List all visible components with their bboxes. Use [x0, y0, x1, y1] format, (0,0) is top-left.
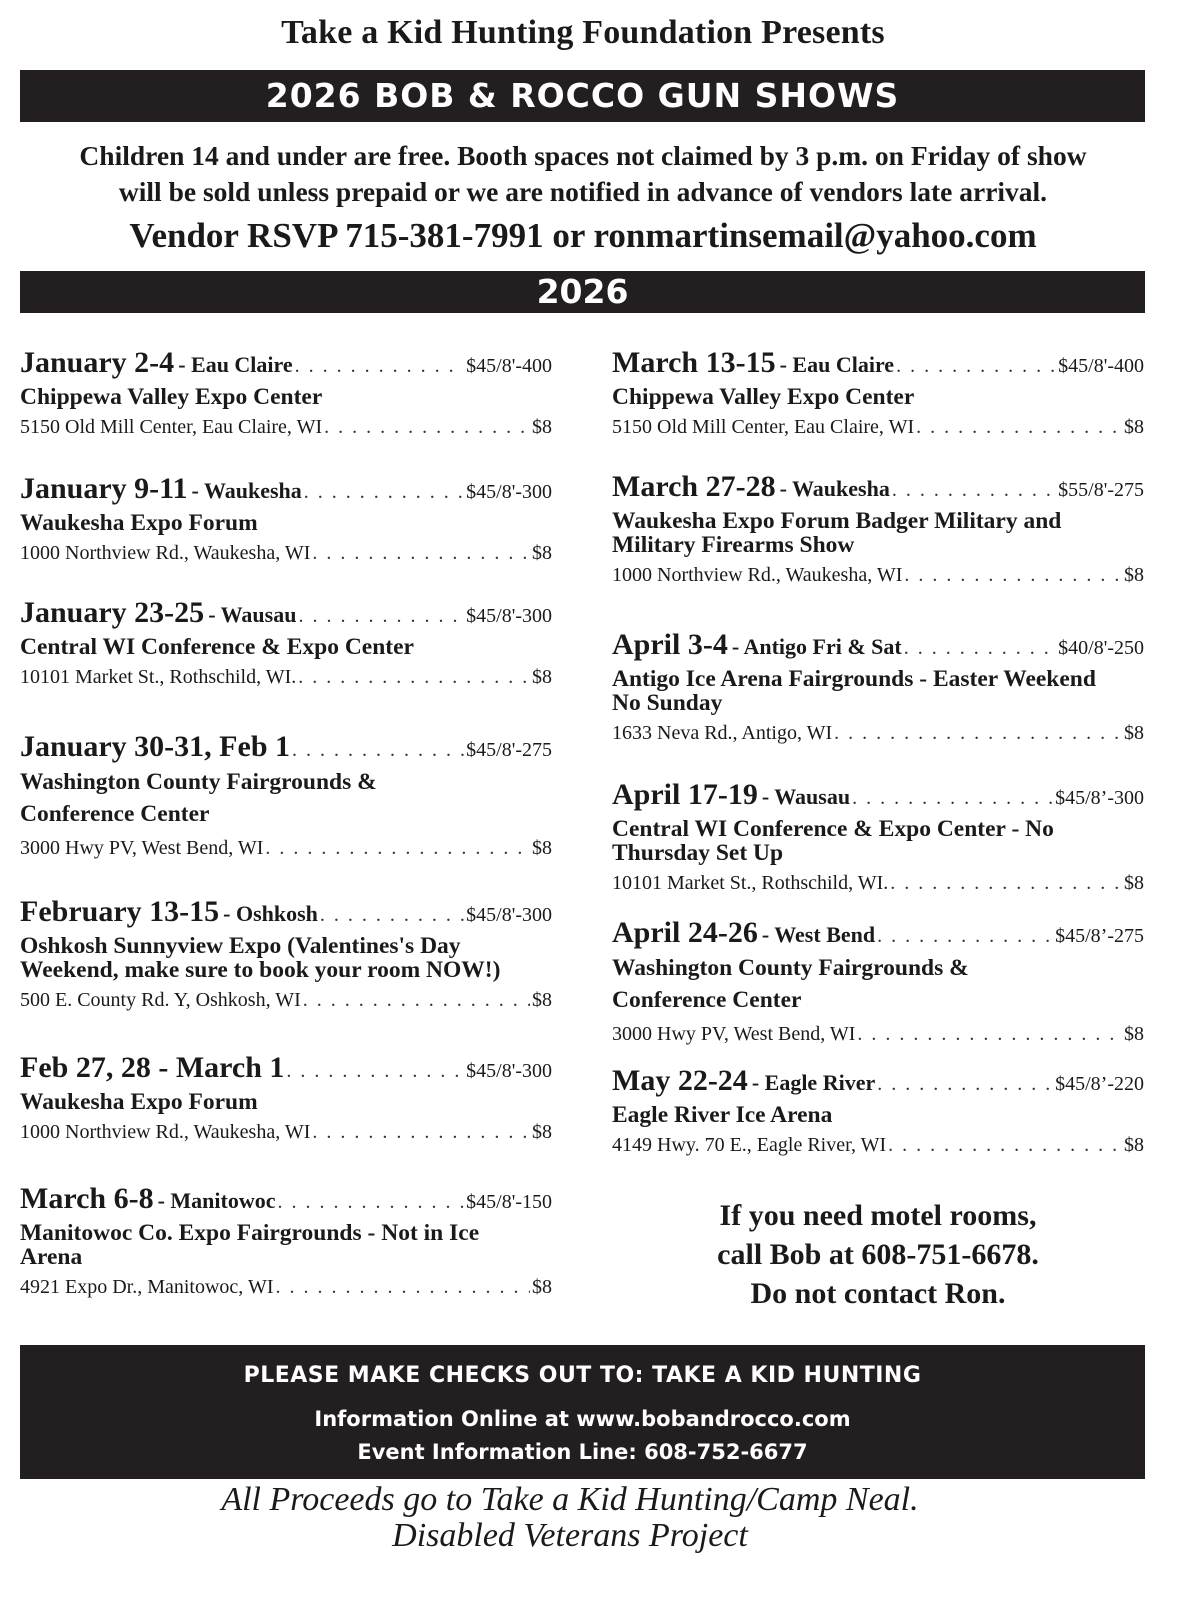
admission-fee: $8 [1124, 1134, 1144, 1156]
event-city: - Antigo Fri & Sat [731, 634, 902, 659]
event-address: 4149 Hwy. 70 E., Eagle River, WI [612, 1134, 887, 1156]
booth-price: $45/8'-300 [466, 1060, 552, 1082]
event-city: - Eau Claire [178, 352, 293, 377]
venue-line: Central WI Conference & Expo Center - No [612, 816, 1054, 842]
booth-price: $45/8’-300 [1055, 787, 1144, 809]
event-date: March 27-28 [612, 470, 776, 503]
event-listing [20, 346, 552, 441]
event-address: 10101 Market St., Rothschild, WI. [20, 666, 297, 688]
event-date: April 24-26 [612, 916, 758, 949]
venue-line: Washington County Fairgrounds & [612, 955, 969, 981]
dot-leader [904, 561, 1122, 589]
dot-leader [888, 1131, 1122, 1159]
event-date: February 13-15 [20, 895, 220, 928]
motel-line: If you need motel rooms, [719, 1199, 1037, 1232]
venue-line: Conference Center [612, 987, 802, 1013]
event-venue [612, 817, 1144, 865]
presenter-heading: Take a Kid Hunting Foundation Presents [281, 14, 885, 51]
year-heading: 2026 [536, 272, 629, 311]
event-date: May 22-24 [612, 1064, 748, 1097]
proceeds-note [0, 1482, 1140, 1554]
dot-leader [295, 355, 465, 378]
admission-fee: $8 [1124, 1023, 1144, 1045]
event-listing [20, 1182, 552, 1301]
event-listing [20, 1051, 552, 1146]
event-address: 3000 Hwy PV, West Bend, WI [20, 837, 264, 859]
dot-leader [896, 355, 1056, 378]
event-listing [612, 346, 1144, 441]
event-venue: Eagle River Ice Arena [612, 1102, 833, 1128]
intro-line: will be sold unless prepaid or we are notified in advance of vendors late arrival. [118, 176, 1048, 207]
venue-line: Military Firearms Show [612, 532, 855, 558]
event-date: April 3-4 [612, 628, 728, 661]
dot-leader [852, 787, 1053, 810]
booth-price: $55/8'-275 [1058, 479, 1144, 501]
event-address: 500 E. County Rd. Y, Oshkosh, WI [20, 989, 301, 1011]
dot-leader [320, 904, 464, 927]
event-listing [612, 470, 1144, 589]
admission-fee: $8 [532, 1276, 552, 1298]
event-venue [20, 1221, 552, 1269]
dot-leader [916, 413, 1122, 441]
venue-line: Oshkosh Sunnyview Expo (Valentines's Day [20, 933, 461, 959]
event-listing [612, 916, 1144, 1048]
venue-line: Waukesha Expo Forum Badger Military and [612, 508, 1062, 534]
event-date: March 6-8 [20, 1182, 154, 1215]
dot-leader [834, 719, 1122, 747]
venue-line: Manitowoc Co. Expo Fairgrounds - Not in Ice [20, 1220, 480, 1246]
dot-leader [298, 663, 530, 691]
vendor-rsvp: Vendor RSVP 715-381-7991 or ronmartinsemail@yahoo.com [129, 216, 1037, 255]
event-date: March 13-15 [612, 346, 776, 379]
event-listing [20, 596, 552, 691]
admission-fee: $8 [1124, 416, 1144, 438]
dot-leader [904, 637, 1056, 660]
event-venue [20, 934, 552, 982]
dot-leader [892, 479, 1056, 502]
event-date: January 2-4 [20, 346, 175, 379]
dot-leader [890, 869, 1122, 897]
booth-price: $45/8'-150 [466, 1191, 552, 1213]
event-venue: Central WI Conference & Expo Center [20, 634, 414, 660]
dot-leader [324, 413, 530, 441]
page-title-bar [20, 70, 1145, 122]
booth-price: $45/8'-400 [1058, 355, 1144, 377]
event-city: - Eagle River [751, 1070, 876, 1095]
admission-fee: $8 [532, 1121, 552, 1143]
event-city: - West Bend [761, 922, 876, 947]
booth-price: $45/8'-300 [466, 605, 552, 627]
dot-leader [877, 1073, 1053, 1096]
year-bar [20, 271, 1145, 313]
intro-line: Children 14 and under are free. Booth spaces not claimed by 3 p.m. on Friday of show [79, 140, 1087, 171]
event-city: - Wausau [761, 784, 851, 809]
dot-leader [312, 1118, 530, 1146]
dot-leader [292, 739, 464, 762]
admission-fee: $8 [532, 666, 552, 688]
event-city: - Oshkosh [223, 901, 318, 926]
admission-fee: $8 [1124, 564, 1144, 586]
event-date: January 9-11 [20, 472, 188, 505]
dot-leader [298, 605, 464, 628]
event-venue: Waukesha Expo Forum [20, 510, 258, 536]
event-info-line: Event Information Line: 608-752-6677 [357, 1440, 808, 1464]
admission-fee: $8 [532, 989, 552, 1011]
booth-price: $45/8’-275 [1055, 925, 1144, 947]
venue-line: Weekend, make sure to book your room NOW!) [20, 957, 501, 983]
admission-fee: $8 [532, 416, 552, 438]
motel-notice [612, 1196, 1144, 1313]
dot-leader [276, 1273, 531, 1301]
event-city: - Eau Claire [779, 352, 895, 377]
event-venue [20, 766, 552, 830]
dot-leader [286, 1060, 464, 1083]
intro-text [0, 138, 1166, 210]
dot-leader [265, 834, 530, 862]
event-listing [612, 778, 1144, 897]
event-date: Feb 27, 28 - March 1 [20, 1051, 285, 1084]
admission-fee: $8 [1124, 872, 1144, 894]
event-date: April 17-19 [612, 778, 758, 811]
venue-line: Washington County Fairgrounds & [20, 769, 377, 795]
event-city: - Waukesha [191, 478, 302, 503]
event-listing [612, 1064, 1144, 1159]
venue-line: Arena [20, 1244, 83, 1270]
dot-leader [877, 925, 1053, 948]
booth-price: $45/8’-220 [1055, 1073, 1144, 1095]
dot-leader [304, 481, 464, 504]
event-city: - Wausau [208, 602, 297, 627]
admission-fee: $8 [532, 837, 552, 859]
dot-leader [278, 1191, 465, 1214]
proceeds-line: All Proceeds go to Take a Kid Hunting/Camp Neal. [221, 1481, 919, 1518]
event-venue [612, 509, 1144, 557]
venue-line: No Sunday [612, 690, 723, 716]
event-listing [612, 628, 1144, 747]
event-venue [612, 667, 1144, 715]
event-address: 1000 Northview Rd., Waukesha, WI [20, 1121, 311, 1143]
motel-line: call Bob at 608-751-6678. [717, 1238, 1039, 1271]
footer-info-box [20, 1345, 1145, 1479]
booth-price: $45/8'-300 [466, 481, 552, 503]
event-city: - Manitowoc [157, 1188, 276, 1213]
admission-fee: $8 [1124, 722, 1144, 744]
dot-leader [312, 539, 530, 567]
event-venue: Chippewa Valley Expo Center [612, 384, 915, 410]
booth-price: $45/8'-275 [466, 739, 552, 761]
dot-leader [303, 986, 530, 1014]
event-address: 1000 Northview Rd., Waukesha, WI [20, 542, 311, 564]
venue-line: Antigo Ice Arena Fairgrounds - Easter Weekend [612, 666, 1096, 692]
venue-line: Thursday Set Up [612, 840, 784, 866]
dot-leader [857, 1020, 1122, 1048]
event-venue: Waukesha Expo Forum [20, 1089, 258, 1115]
booth-price: $40/8'-250 [1058, 637, 1144, 659]
checks-payable-notice: PLEASE MAKE CHECKS OUT TO: TAKE A KID HUNTING [243, 1363, 922, 1388]
event-address: 1633 Neva Rd., Antigo, WI [612, 722, 833, 744]
admission-fee: $8 [532, 542, 552, 564]
event-address: 10101 Market St., Rothschild, WI. [612, 872, 889, 894]
event-venue: Chippewa Valley Expo Center [20, 384, 323, 410]
page-title: 2026 BOB & ROCCO GUN SHOWS [265, 76, 900, 115]
event-city: - Waukesha [779, 476, 890, 501]
booth-price: $45/8'-300 [466, 904, 552, 926]
proceeds-line: Disabled Veterans Project [392, 1517, 748, 1554]
event-listing [20, 472, 552, 567]
event-listing [20, 895, 552, 1014]
event-address: 4921 Expo Dr., Manitowoc, WI [20, 1276, 274, 1298]
event-address: 3000 Hwy PV, West Bend, WI [612, 1023, 856, 1045]
event-venue [612, 952, 1144, 1016]
event-address: 5150 Old Mill Center, Eau Claire, WI [20, 416, 323, 438]
motel-line: Do not contact Ron. [750, 1277, 1006, 1310]
event-address: 5150 Old Mill Center, Eau Claire, WI [612, 416, 915, 438]
event-listing [20, 730, 552, 862]
booth-price: $45/8'-400 [466, 355, 552, 377]
event-date: January 30-31, Feb 1 [20, 730, 290, 763]
venue-line: Conference Center [20, 801, 210, 827]
event-address: 1000 Northview Rd., Waukesha, WI [612, 564, 903, 586]
website-info: Information Online at www.bobandrocco.com [314, 1407, 851, 1431]
event-date: January 23-25 [20, 596, 205, 629]
